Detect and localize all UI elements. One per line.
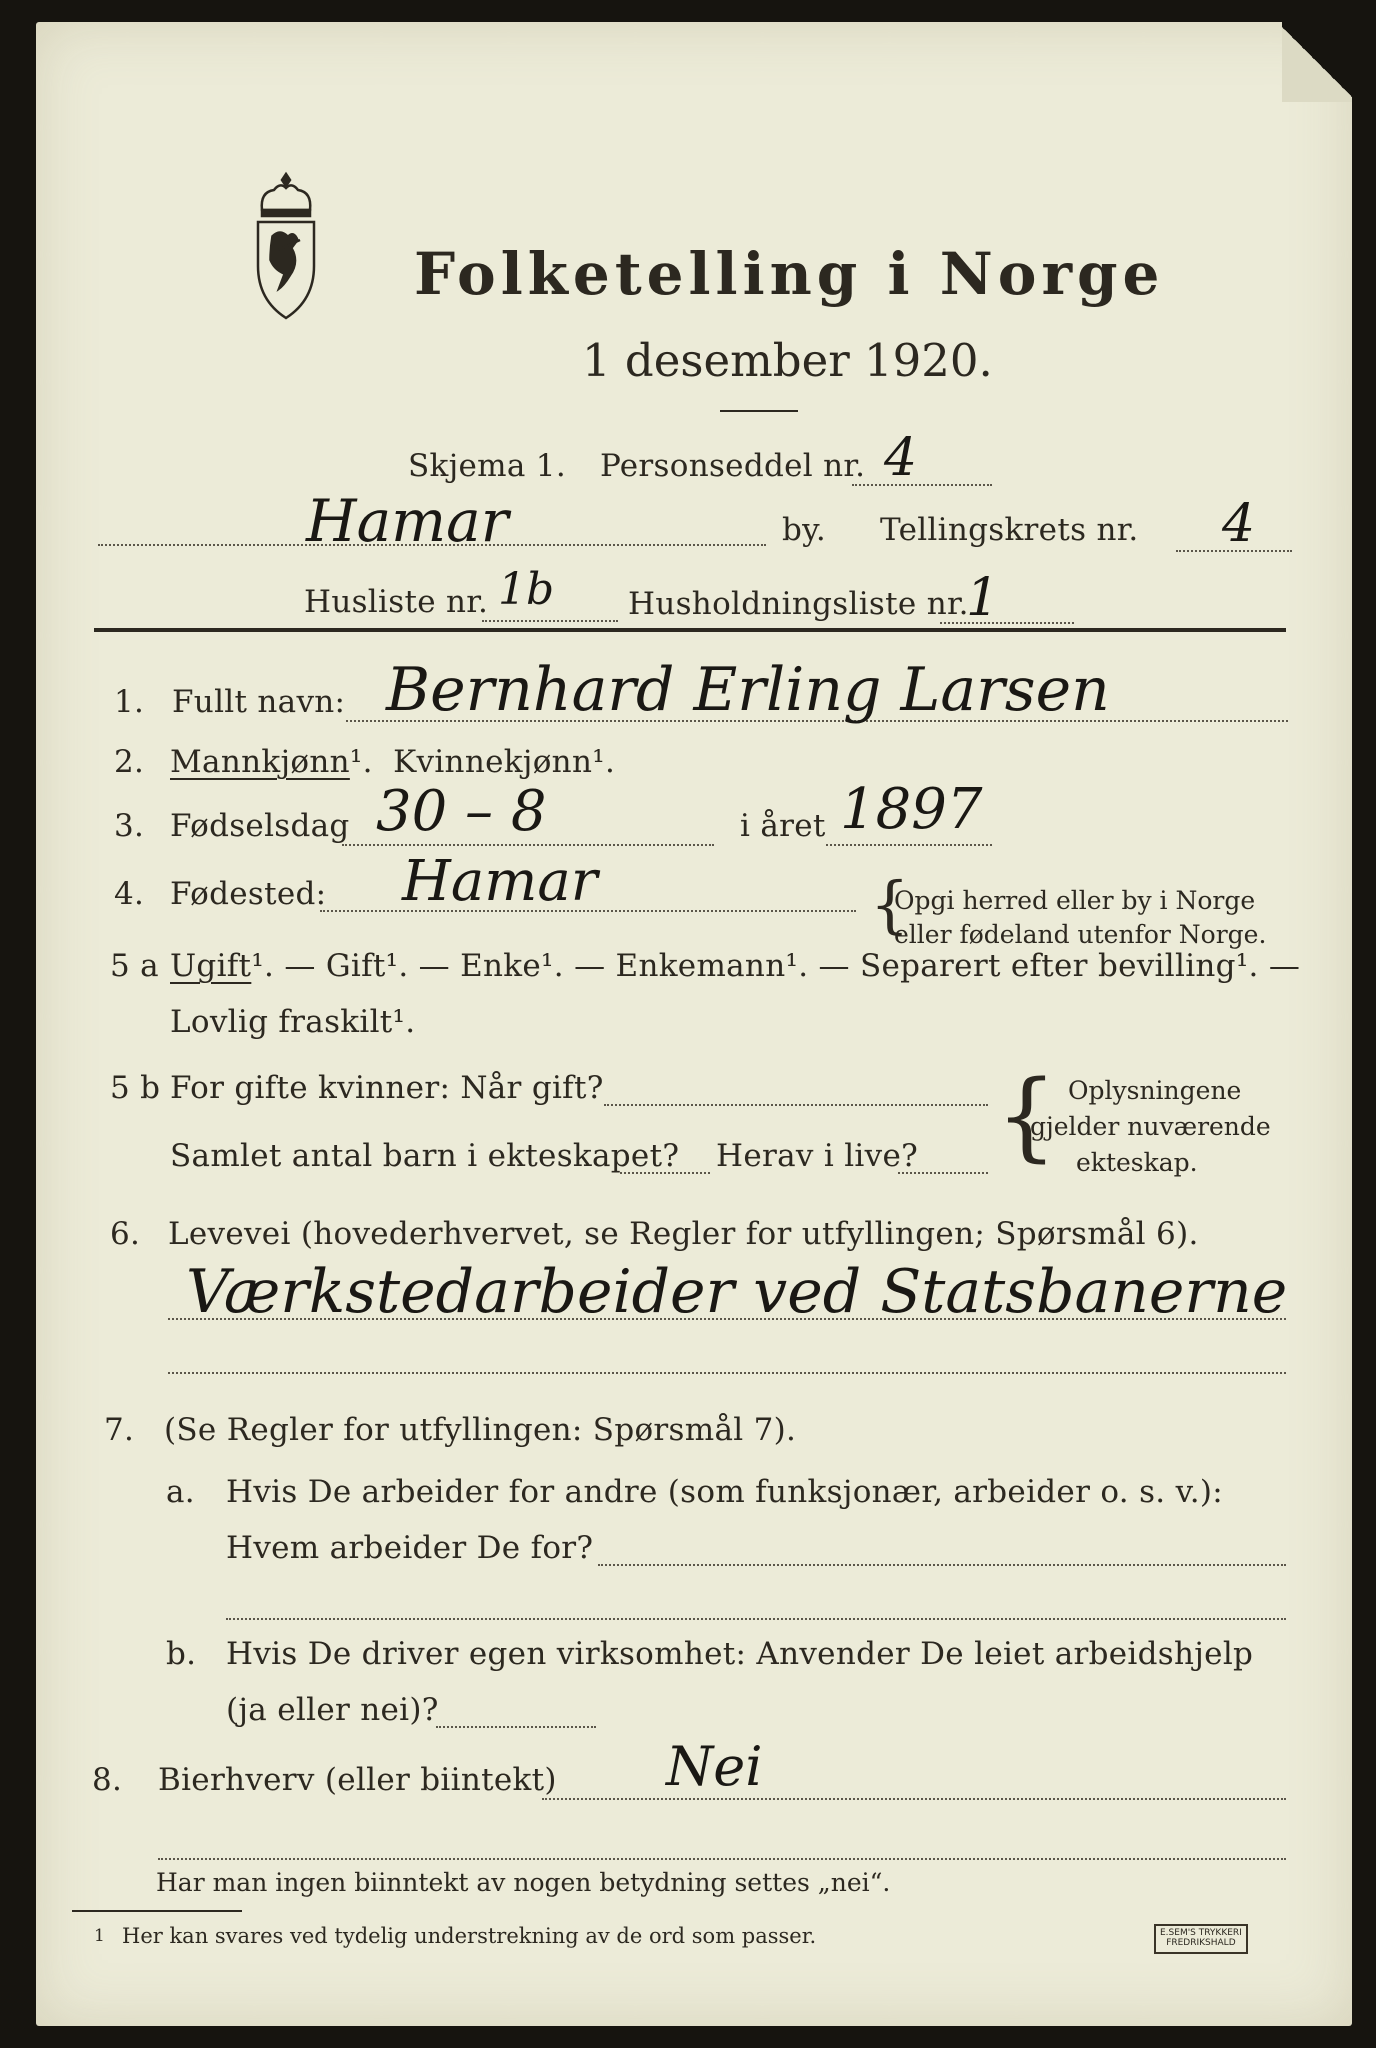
footnote-text: Her kan svares ved tydelig understrekning av de ord som passer. [122, 1924, 817, 1948]
q3-year-line [826, 844, 992, 846]
q8-line-1 [542, 1798, 1286, 1800]
q8-note: Har man ingen biinntekt av nogen betydning settes „nei“. [156, 1868, 891, 1897]
census-date: 1 desember 1920. [582, 334, 993, 387]
q7a-label: Hvis De arbeider for andre (som funksjonær, arbeider o. s. v.): [226, 1474, 1224, 1510]
q8-label: Bierhverv (eller biintekt) [158, 1762, 557, 1798]
tellingskrets-label: Tellingskrets nr. [880, 512, 1139, 548]
q5b-brace: { [996, 1060, 1058, 1172]
q5b-number: 5 b [110, 1070, 161, 1106]
q7b-label: Hvis De driver egen virksomhet: Anvender De leiet arbeidshjelp [226, 1636, 1254, 1672]
birthday-value[interactable]: 30 – 8 [376, 779, 547, 844]
q7b-label-2: (ja eller nei)? [226, 1692, 439, 1728]
q5b-label-1: For gifte kvinner: Når gift? [170, 1070, 604, 1106]
q7a-label-2: Hvem arbeider De for? [226, 1530, 594, 1566]
q7b-number: b. [166, 1636, 197, 1672]
q5a-other-options[interactable]: ¹. — Gift¹. — Enke¹. — Enkemann¹. — Separert efter bevilling¹. — [251, 948, 1301, 984]
personseddel-value[interactable]: 4 [884, 428, 918, 488]
printer-stamp-line-2: FREDRIKSHALD [1166, 1937, 1236, 1948]
occupation-value[interactable]: Værkstedarbeider ved Statsbanerne [186, 1257, 1288, 1327]
schema-label: Skjema 1. [408, 448, 566, 484]
q8-number: 8. [92, 1762, 123, 1798]
q4-label: Fødested: [170, 876, 327, 912]
q4-note-1: Opgi herred eller by i Norge [894, 886, 1256, 915]
q6-number: 6. [110, 1216, 141, 1252]
q5b-children-line[interactable] [620, 1172, 710, 1174]
q5a-line-2[interactable]: Lovlig fraskilt¹. [170, 1004, 416, 1040]
q8-line-2[interactable] [158, 1858, 1286, 1860]
q5b-note-2: gjelder nuværende [1030, 1112, 1271, 1141]
husliste-label: Husliste nr. [304, 584, 489, 620]
full-name-value[interactable]: Bernhard Erling Larsen [386, 655, 1110, 725]
q6-line-2[interactable] [168, 1372, 1286, 1374]
side-income-value[interactable]: Nei [666, 1735, 763, 1798]
q7a-number: a. [166, 1474, 195, 1510]
printer-stamp [1154, 1924, 1248, 1954]
q3-date-line [342, 844, 714, 846]
footnote-mark: 1 [94, 1926, 105, 1946]
title-divider [720, 410, 798, 412]
q7b-line[interactable] [436, 1726, 596, 1728]
header-divider [94, 628, 1286, 632]
husliste-line [482, 620, 618, 622]
q7-number: 7. [104, 1412, 135, 1448]
city-value[interactable]: Hamar [306, 487, 509, 555]
q3-number: 3. [114, 808, 145, 844]
personseddel-line [852, 484, 992, 486]
q5a-ugift-option[interactable]: Ugift [170, 948, 252, 984]
q4-brace: { [870, 868, 910, 941]
husholdningsliste-value[interactable]: 1 [966, 568, 1000, 628]
husholdningsliste-label: Husholdningsliste nr. [628, 586, 969, 622]
husliste-value[interactable]: 1b [498, 564, 555, 615]
q2-sep: ¹. [349, 744, 373, 780]
q5b-note-1: Oplysningene [1068, 1076, 1242, 1105]
personseddel-label: Personseddel nr. [600, 448, 866, 484]
q5a-options [170, 948, 1300, 984]
q5a-number: 5 a [110, 948, 159, 984]
q7-label: (Se Regler for utfyllingen: Spørsmål 7). [164, 1412, 797, 1448]
q4-note-2: eller fødeland utenfor Norge. [894, 920, 1267, 949]
q2-options [170, 744, 615, 780]
folded-corner [1282, 22, 1352, 102]
printer-stamp-line-1: E.SEM'S TRYKKERI [1160, 1928, 1242, 1938]
q7a-line-1[interactable] [598, 1564, 1286, 1566]
q1-label: Fullt navn: [172, 684, 346, 720]
q3-year-label: i året [740, 808, 826, 844]
birth-year-value[interactable]: 1897 [840, 777, 983, 842]
q2-number: 2. [114, 744, 145, 780]
q7a-line-2[interactable] [226, 1618, 1286, 1620]
q3-label: Fødselsdag [170, 808, 350, 844]
q1-number: 1. [114, 684, 145, 720]
q2-male-option[interactable]: Mannkjønn [170, 744, 350, 780]
norwegian-coat-of-arms-icon [248, 170, 324, 322]
q5b-married-line[interactable] [604, 1104, 988, 1106]
q5b-label-2: Samlet antal barn i ekteskapet? [170, 1138, 680, 1174]
page-title: Folketelling i Norge [414, 240, 1165, 308]
census-form-sheet [36, 22, 1352, 2026]
birthplace-value[interactable]: Hamar [402, 849, 598, 914]
footnote-divider [72, 1910, 242, 1912]
q5b-label-3: Herav i live? [716, 1138, 919, 1174]
husholdningsliste-line [940, 622, 1074, 624]
q4-number: 4. [114, 876, 145, 912]
tellingskrets-value[interactable]: 4 [1222, 494, 1256, 554]
q6-line-1 [168, 1318, 1286, 1320]
by-label: by. [782, 512, 826, 548]
q5b-alive-line[interactable] [898, 1172, 988, 1174]
q6-label: Levevei (hovederhvervet, se Regler for utfyllingen; Spørsmål 6). [168, 1216, 1199, 1252]
q2-female-option[interactable]: Kvinnekjønn¹. [393, 744, 616, 780]
q5b-note-3: ekteskap. [1076, 1148, 1198, 1177]
